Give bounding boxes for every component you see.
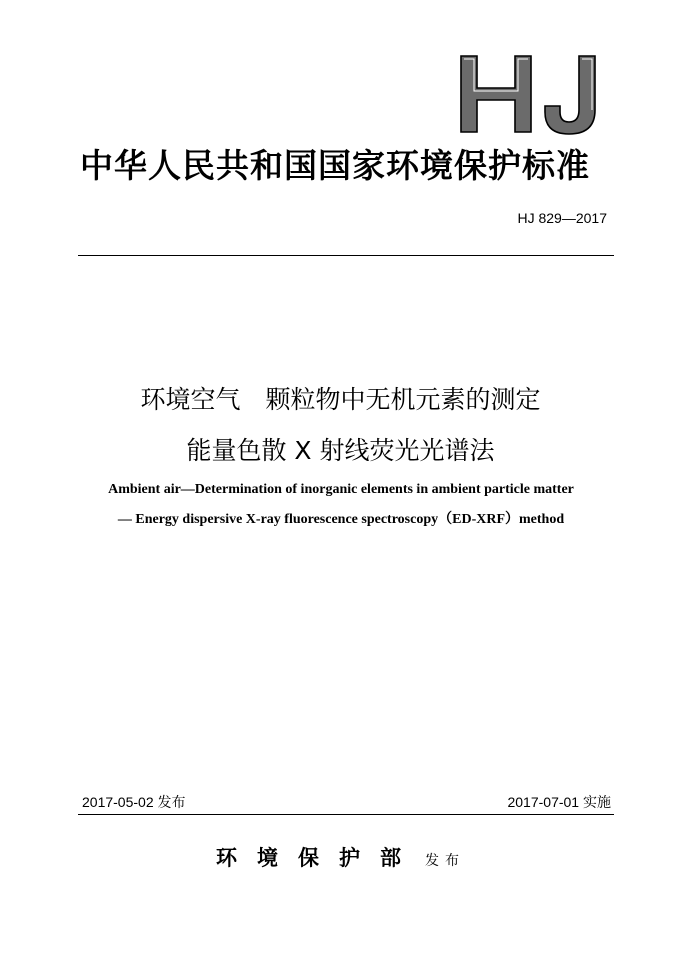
issue-date: 2017-05-02 发布 bbox=[82, 794, 186, 810]
issuer-verb: 发布 bbox=[425, 853, 465, 869]
title-en-line1: Ambient air—Determination of inorganic elements in ambient particle matter bbox=[108, 482, 574, 497]
footer-divider bbox=[78, 814, 614, 815]
header-divider bbox=[78, 255, 614, 256]
hj-logo bbox=[455, 52, 605, 136]
issuer-line bbox=[0, 842, 681, 872]
standard-code: HJ 829—2017 bbox=[517, 210, 607, 226]
title-cn-line2: 能量色散 X 射线荧光光谱法 bbox=[186, 436, 495, 465]
title-cn-line1: 环境空气 颗粒物中无机元素的测定 bbox=[140, 385, 541, 414]
issuer-organization: 环境保护部 bbox=[216, 845, 421, 870]
standard-title: 中华人民共和国国家环境保护标准 bbox=[80, 146, 590, 185]
title-en-line2: — Energy dispersive X-ray fluorescence spectroscopy（ED-XRF）method bbox=[117, 512, 565, 527]
effective-date: 2017-07-01 实施 bbox=[507, 794, 611, 810]
